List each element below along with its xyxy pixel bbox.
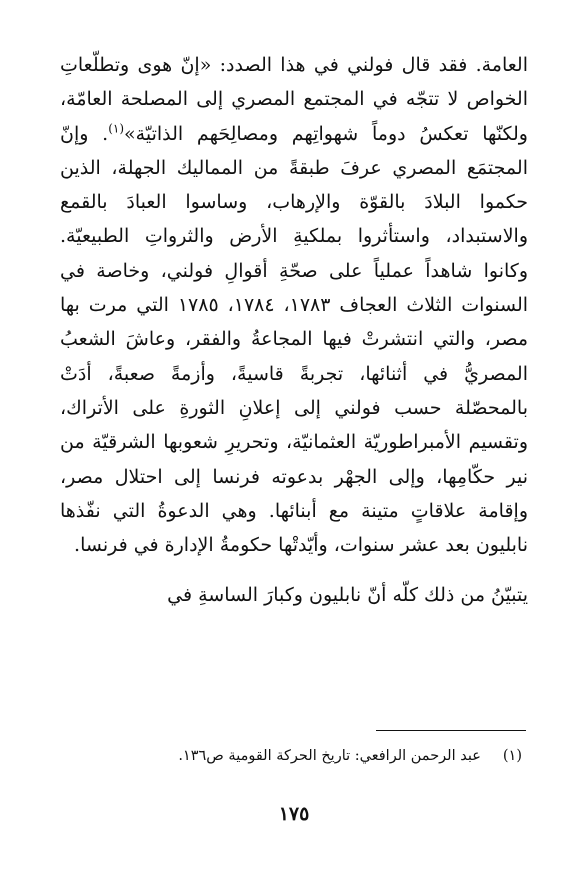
footnote-divider [376,730,526,731]
footnote-text: عبد الرحمن الرافعي: تاريخ الحركة القومية ص١٣٦. [178,748,481,764]
page-number: ١٧٥ [278,803,310,825]
footnote-reference: (١) [108,121,125,136]
paragraph-2: يتبيّنُ من ذلك كلّه أنّ نابليون وكبارَ الساسةِ في [167,584,528,607]
paragraph-1 [60,48,528,562]
paragraph-1-text-before-ref: العامة. فقد قال فولني في هذا الصدد: «إنّ هوى وتطلّعاتِ الخواص لا تتجّه في المجتمع المصري إلى المصلحة العامّة، ولكنّها تعكسُ دوماً شهواتِهم ومصالِحَهم الذاتيّة» [60,54,528,145]
footnote-mark: (١) [502,748,522,764]
main-text [60,48,528,613]
footnote [62,746,522,766]
paragraph-1-text-after-ref: . وإنّ المجتمَع المصري عرفَ طبقةً من المماليك الجهلة، الذين حكموا البلادَ بالقوّة والإرهاب، وساسوا العبادَ بالقمع والاستبداد، واستأثروا بملكيةِ الأرض والثرواتِ الطبيعيّة. وكانوا شاهداً عملياً على صحّةِ أقوالِ فولني، وخاصة في السنوات الثلاث العجاف ١٧٨٣، ١٧٨٤، ١٧٨٥ التي مرت بها مصر، والتي انتشرتْ فيها المجاعةُ والفقر، وعاشَ الشعبُ المصريُّ في أثنائها، تجربةً قاسيةً، وأزمةً صعبةً، أدَتْ بالمحصّلة حسب فولني إلى إعلانِ الثورةِ على الأتراك، وتقسيم الأمبراطوريّة العثمانيّة، وتحريرِ شعوبها الشرقيّة من نير حكّامِها، وإلى الجهْر بدعوته فرنسا إلى احتلال مصر، وإقامة علاقاتٍ متينة مع أبنائها. وهي الدعوةُ التي نفّذها نابليون بعد عشر سنوات، وأيّدتْها حكومةُ الإدارة في فرنسا. [60,122,529,557]
